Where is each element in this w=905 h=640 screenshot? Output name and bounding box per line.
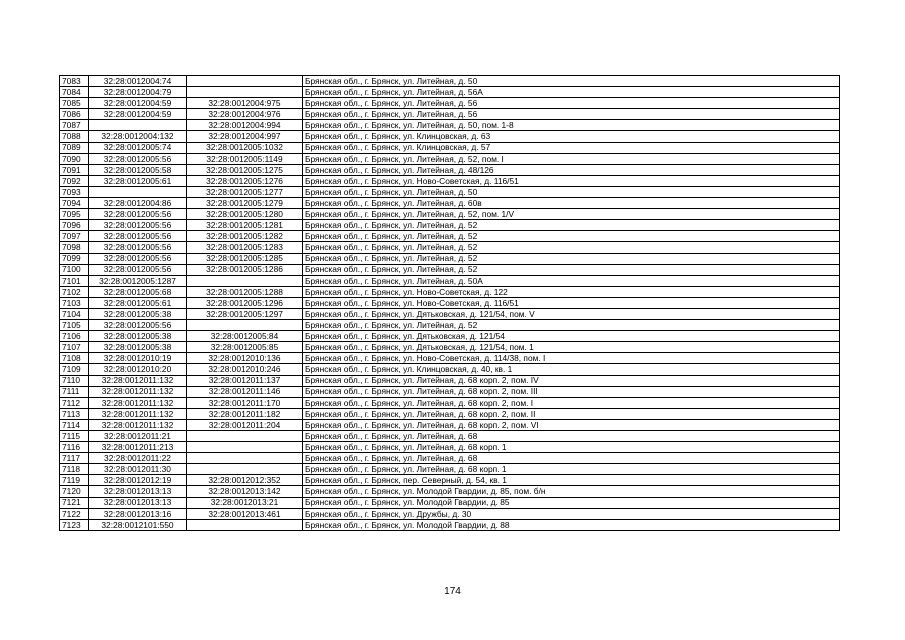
land-cadastral-number-cell: 32:28:0012004:59 xyxy=(89,98,187,109)
registry-table xyxy=(59,75,840,531)
object-cadastral-number-cell: 32:28:0012005:1286 xyxy=(187,264,303,275)
table-row xyxy=(60,87,840,98)
row-number-cell: 7107 xyxy=(60,342,89,353)
table-row xyxy=(60,419,840,430)
address-cell: Брянская обл., г. Брянск, ул. Литейная, д. 50 xyxy=(303,186,840,197)
row-number-cell: 7118 xyxy=(60,464,89,475)
address-cell: Брянская обл., г. Брянск, ул. Литейная, д. 52, пом. I xyxy=(303,153,840,164)
object-cadastral-number-cell: 32:28:0012005:1280 xyxy=(187,209,303,220)
land-cadastral-number-cell: 32:28:0012011:132 xyxy=(89,408,187,419)
object-cadastral-number-cell xyxy=(187,76,303,87)
address-cell: Брянская обл., г. Брянск, ул. Литейная, д. 50, пом. 1-8 xyxy=(303,120,840,131)
row-number-cell: 7105 xyxy=(60,320,89,331)
land-cadastral-number-cell: 32:28:0012010:19 xyxy=(89,353,187,364)
land-cadastral-number-cell: 32:28:0012011:30 xyxy=(89,464,187,475)
object-cadastral-number-cell: 32:28:0012011:204 xyxy=(187,419,303,430)
object-cadastral-number-cell: 32:28:0012005:1296 xyxy=(187,297,303,308)
object-cadastral-number-cell: 32:28:0012012:352 xyxy=(187,475,303,486)
address-cell: Брянская обл., г. Брянск, ул. Литейная, д. 68 корп. 2, пом. III xyxy=(303,386,840,397)
land-cadastral-number-cell: 32:28:0012005:58 xyxy=(89,164,187,175)
land-cadastral-number-cell: 32:28:0012005:61 xyxy=(89,175,187,186)
object-cadastral-number-cell: 32:28:0012005:84 xyxy=(187,331,303,342)
table-row xyxy=(60,209,840,220)
object-cadastral-number-cell: 32:28:0012005:1288 xyxy=(187,286,303,297)
address-cell: Брянская обл., г. Брянск, ул. Литейная, д. 68 корп. 1 xyxy=(303,442,840,453)
row-number-cell: 7113 xyxy=(60,408,89,419)
address-cell: Брянская обл., г. Брянск, ул. Литейная, д. 52 xyxy=(303,242,840,253)
object-cadastral-number-cell: 32:28:0012004:994 xyxy=(187,120,303,131)
object-cadastral-number-cell: 32:28:0012005:1149 xyxy=(187,153,303,164)
object-cadastral-number-cell: 32:28:0012005:1277 xyxy=(187,186,303,197)
table-row xyxy=(60,497,840,508)
land-cadastral-number-cell xyxy=(89,186,187,197)
table-row xyxy=(60,431,840,442)
table-row xyxy=(60,364,840,375)
table-row xyxy=(60,120,840,131)
address-cell: Брянская обл., г. Брянск, ул. Молодой Гвардии, д. 85, пом. б/н xyxy=(303,486,840,497)
address-cell: Брянская обл., г. Брянск, ул. Литейная, д. 68 xyxy=(303,431,840,442)
row-number-cell: 7121 xyxy=(60,497,89,508)
land-cadastral-number-cell: 32:28:0012011:132 xyxy=(89,397,187,408)
table-row xyxy=(60,297,840,308)
address-cell: Брянская обл., г. Брянск, ул. Литейная, д. 52 xyxy=(303,264,840,275)
table-row xyxy=(60,408,840,419)
land-cadastral-number-cell: 32:28:0012012:19 xyxy=(89,475,187,486)
row-number-cell: 7103 xyxy=(60,297,89,308)
land-cadastral-number-cell: 32:28:0012004:86 xyxy=(89,198,187,209)
address-cell: Брянская обл., г. Брянск, ул. Клинцовская, д. 57 xyxy=(303,142,840,153)
object-cadastral-number-cell: 32:28:0012005:1297 xyxy=(187,308,303,319)
table-row xyxy=(60,308,840,319)
object-cadastral-number-cell xyxy=(187,519,303,530)
land-cadastral-number-cell: 32:28:0012005:68 xyxy=(89,286,187,297)
row-number-cell: 7086 xyxy=(60,109,89,120)
land-cadastral-number-cell: 32:28:0012005:56 xyxy=(89,153,187,164)
address-cell: Брянская обл., г. Брянск, ул. Литейная, д. 52 xyxy=(303,231,840,242)
row-number-cell: 7111 xyxy=(60,386,89,397)
land-cadastral-number-cell: 32:28:0012005:56 xyxy=(89,209,187,220)
row-number-cell: 7117 xyxy=(60,453,89,464)
land-cadastral-number-cell: 32:28:0012004:79 xyxy=(89,87,187,98)
row-number-cell: 7112 xyxy=(60,397,89,408)
table-row xyxy=(60,331,840,342)
table-row xyxy=(60,142,840,153)
row-number-cell: 7089 xyxy=(60,142,89,153)
address-cell: Брянская обл., г. Брянск, ул. Литейная, д. 50А xyxy=(303,275,840,286)
land-cadastral-number-cell: 32:28:0012011:21 xyxy=(89,431,187,442)
address-cell: Брянская обл., г. Брянск, ул. Дятьковская, д. 121/54, пом. 1 xyxy=(303,342,840,353)
table-row xyxy=(60,397,840,408)
table-row xyxy=(60,186,840,197)
object-cadastral-number-cell: 32:28:0012005:1276 xyxy=(187,175,303,186)
object-cadastral-number-cell: 32:28:0012005:1279 xyxy=(187,198,303,209)
object-cadastral-number-cell: 32:28:0012013:21 xyxy=(187,497,303,508)
table-row xyxy=(60,220,840,231)
row-number-cell: 7096 xyxy=(60,220,89,231)
address-cell: Брянская обл., г. Брянск, ул. Литейная, д. 52 xyxy=(303,220,840,231)
table-row xyxy=(60,76,840,87)
object-cadastral-number-cell: 32:28:0012011:170 xyxy=(187,397,303,408)
address-cell: Брянская обл., г. Брянск, ул. Литейная, д. 68 корп. 1 xyxy=(303,464,840,475)
row-number-cell: 7084 xyxy=(60,87,89,98)
address-cell: Брянская обл., г. Брянск, ул. Ново-Советская, д. 116/51 xyxy=(303,297,840,308)
object-cadastral-number-cell xyxy=(187,442,303,453)
address-cell: Брянская обл., г. Брянск, ул. Дружбы, д. 30 xyxy=(303,508,840,519)
land-cadastral-number-cell: 32:28:0012013:13 xyxy=(89,497,187,508)
row-number-cell: 7091 xyxy=(60,164,89,175)
object-cadastral-number-cell: 32:28:0012004:976 xyxy=(187,109,303,120)
object-cadastral-number-cell: 32:28:0012010:246 xyxy=(187,364,303,375)
address-cell: Брянская обл., г. Брянск, ул. Литейная, д. 68 корп. 2, пом. II xyxy=(303,408,840,419)
address-cell: Брянская обл., г. Брянск, ул. Литейная, д. 68 xyxy=(303,453,840,464)
object-cadastral-number-cell: 32:28:0012013:142 xyxy=(187,486,303,497)
address-cell: Брянская обл., г. Брянск, ул. Литейная, д. 60в xyxy=(303,198,840,209)
land-cadastral-number-cell: 32:28:0012005:56 xyxy=(89,253,187,264)
row-number-cell: 7093 xyxy=(60,186,89,197)
object-cadastral-number-cell: 32:28:0012011:146 xyxy=(187,386,303,397)
row-number-cell: 7094 xyxy=(60,198,89,209)
table-row xyxy=(60,353,840,364)
land-cadastral-number-cell: 32:28:0012011:213 xyxy=(89,442,187,453)
row-number-cell: 7100 xyxy=(60,264,89,275)
object-cadastral-number-cell xyxy=(187,464,303,475)
page-number: 174 xyxy=(444,586,461,597)
row-number-cell: 7083 xyxy=(60,76,89,87)
address-cell: Брянская обл., г. Брянск, ул. Литейная, д. 68 корп. 2, пом. IV xyxy=(303,375,840,386)
object-cadastral-number-cell: 32:28:0012013:461 xyxy=(187,508,303,519)
row-number-cell: 7108 xyxy=(60,353,89,364)
land-cadastral-number-cell: 32:28:0012005:38 xyxy=(89,308,187,319)
land-cadastral-number-cell: 32:28:0012011:132 xyxy=(89,386,187,397)
object-cadastral-number-cell: 32:28:0012005:1275 xyxy=(187,164,303,175)
land-cadastral-number-cell: 32:28:0012013:16 xyxy=(89,508,187,519)
table-row xyxy=(60,475,840,486)
table-row xyxy=(60,486,840,497)
table-row xyxy=(60,453,840,464)
address-cell: Брянская обл., г. Брянск, ул. Литейная, д. 52, пом. 1/V xyxy=(303,209,840,220)
table-row xyxy=(60,342,840,353)
row-number-cell: 7123 xyxy=(60,519,89,530)
row-number-cell: 7098 xyxy=(60,242,89,253)
land-cadastral-number-cell: 32:28:0012011:132 xyxy=(89,375,187,386)
table-row xyxy=(60,275,840,286)
address-cell: Брянская обл., г. Брянск, пер. Северный, д. 54, кв. 1 xyxy=(303,475,840,486)
address-cell: Брянская обл., г. Брянск, ул. Литейная, д. 52 xyxy=(303,253,840,264)
row-number-cell: 7102 xyxy=(60,286,89,297)
row-number-cell: 7115 xyxy=(60,431,89,442)
address-cell: Брянская обл., г. Брянск, ул. Молодой Гвардии, д. 88 xyxy=(303,519,840,530)
land-cadastral-number-cell: 32:28:0012004:59 xyxy=(89,109,187,120)
table-row xyxy=(60,109,840,120)
table-row xyxy=(60,253,840,264)
row-number-cell: 7087 xyxy=(60,120,89,131)
row-number-cell: 7120 xyxy=(60,486,89,497)
row-number-cell: 7114 xyxy=(60,419,89,430)
object-cadastral-number-cell: 32:28:0012005:1283 xyxy=(187,242,303,253)
object-cadastral-number-cell xyxy=(187,87,303,98)
land-cadastral-number-cell: 32:28:0012005:38 xyxy=(89,331,187,342)
object-cadastral-number-cell: 32:28:0012004:997 xyxy=(187,131,303,142)
address-cell: Брянская обл., г. Брянск, ул. Литейная, д. 68 корп. 2, пом. I xyxy=(303,397,840,408)
table-row xyxy=(60,519,840,530)
table-row xyxy=(60,286,840,297)
table-row xyxy=(60,164,840,175)
registry-table-body xyxy=(60,76,840,531)
object-cadastral-number-cell: 32:28:0012011:137 xyxy=(187,375,303,386)
row-number-cell: 7104 xyxy=(60,308,89,319)
row-number-cell: 7095 xyxy=(60,209,89,220)
table-row xyxy=(60,242,840,253)
object-cadastral-number-cell xyxy=(187,431,303,442)
row-number-cell: 7090 xyxy=(60,153,89,164)
address-cell: Брянская обл., г. Брянск, ул. Клинцовская, д. 63 xyxy=(303,131,840,142)
address-cell: Брянская обл., г. Брянск, ул. Ново-Советская, д. 116/51 xyxy=(303,175,840,186)
table-row xyxy=(60,231,840,242)
object-cadastral-number-cell: 32:28:0012010:136 xyxy=(187,353,303,364)
address-cell: Брянская обл., г. Брянск, ул. Литейная, д. 52 xyxy=(303,320,840,331)
address-cell: Брянская обл., г. Брянск, ул. Клинцовская, д. 40, кв. 1 xyxy=(303,364,840,375)
land-cadastral-number-cell: 32:28:0012010:20 xyxy=(89,364,187,375)
address-cell: Брянская обл., г. Брянск, ул. Литейная, д. 68 корп. 2, пом. VI xyxy=(303,419,840,430)
object-cadastral-number-cell xyxy=(187,453,303,464)
table-row xyxy=(60,198,840,209)
object-cadastral-number-cell: 32:28:0012005:1281 xyxy=(187,220,303,231)
address-cell: Брянская обл., г. Брянск, ул. Дятьковская, д. 121/54 xyxy=(303,331,840,342)
address-cell: Брянская обл., г. Брянск, ул. Литейная, д. 56 xyxy=(303,98,840,109)
land-cadastral-number-cell: 32:28:0012005:61 xyxy=(89,297,187,308)
table-row xyxy=(60,175,840,186)
land-cadastral-number-cell: 32:28:0012004:132 xyxy=(89,131,187,142)
address-cell: Брянская обл., г. Брянск, ул. Литейная, д. 48/126 xyxy=(303,164,840,175)
row-number-cell: 7116 xyxy=(60,442,89,453)
object-cadastral-number-cell: 32:28:0012011:182 xyxy=(187,408,303,419)
address-cell: Брянская обл., г. Брянск, ул. Ново-Советская, д. 114/38, пом. I xyxy=(303,353,840,364)
row-number-cell: 7097 xyxy=(60,231,89,242)
table-row xyxy=(60,264,840,275)
object-cadastral-number-cell xyxy=(187,275,303,286)
table-row xyxy=(60,153,840,164)
land-cadastral-number-cell: 32:28:0012004:74 xyxy=(89,76,187,87)
land-cadastral-number-cell xyxy=(89,120,187,131)
object-cadastral-number-cell: 32:28:0012005:85 xyxy=(187,342,303,353)
row-number-cell: 7110 xyxy=(60,375,89,386)
row-number-cell: 7099 xyxy=(60,253,89,264)
land-cadastral-number-cell: 32:28:0012011:132 xyxy=(89,419,187,430)
row-number-cell: 7085 xyxy=(60,98,89,109)
address-cell: Брянская обл., г. Брянск, ул. Литейная, д. 56 xyxy=(303,109,840,120)
address-cell: Брянская обл., г. Брянск, ул. Литейная, д. 50 xyxy=(303,76,840,87)
land-cadastral-number-cell: 32:28:0012005:38 xyxy=(89,342,187,353)
land-cadastral-number-cell: 32:28:0012013:13 xyxy=(89,486,187,497)
object-cadastral-number-cell: 32:28:0012005:1282 xyxy=(187,231,303,242)
row-number-cell: 7088 xyxy=(60,131,89,142)
object-cadastral-number-cell: 32:28:0012005:1032 xyxy=(187,142,303,153)
land-cadastral-number-cell: 32:28:0012011:22 xyxy=(89,453,187,464)
row-number-cell: 7092 xyxy=(60,175,89,186)
row-number-cell: 7109 xyxy=(60,364,89,375)
object-cadastral-number-cell: 32:28:0012005:1285 xyxy=(187,253,303,264)
table-row xyxy=(60,508,840,519)
land-cadastral-number-cell: 32:28:0012005:56 xyxy=(89,231,187,242)
land-cadastral-number-cell: 32:28:0012005:56 xyxy=(89,242,187,253)
land-cadastral-number-cell: 32:28:0012005:56 xyxy=(89,264,187,275)
land-cadastral-number-cell: 32:28:0012005:56 xyxy=(89,220,187,231)
table-row xyxy=(60,442,840,453)
address-cell: Брянская обл., г. Брянск, ул. Молодой Гвардии, д. 85 xyxy=(303,497,840,508)
table-row xyxy=(60,131,840,142)
table-row xyxy=(60,320,840,331)
table-row xyxy=(60,386,840,397)
row-number-cell: 7122 xyxy=(60,508,89,519)
land-cadastral-number-cell: 32:28:0012005:56 xyxy=(89,320,187,331)
land-cadastral-number-cell: 32:28:0012005:74 xyxy=(89,142,187,153)
object-cadastral-number-cell xyxy=(187,320,303,331)
row-number-cell: 7119 xyxy=(60,475,89,486)
address-cell: Брянская обл., г. Брянск, ул. Литейная, д. 56А xyxy=(303,87,840,98)
land-cadastral-number-cell: 32:28:0012101:550 xyxy=(89,519,187,530)
object-cadastral-number-cell: 32:28:0012004:975 xyxy=(187,98,303,109)
table-row xyxy=(60,375,840,386)
row-number-cell: 7106 xyxy=(60,331,89,342)
address-cell: Брянская обл., г. Брянск, ул. Дятьковская, д. 121/54, пом. V xyxy=(303,308,840,319)
address-cell: Брянская обл., г. Брянск, ул. Ново-Советская, д. 122 xyxy=(303,286,840,297)
land-cadastral-number-cell: 32:28:0012005:1287 xyxy=(89,275,187,286)
table-row xyxy=(60,98,840,109)
row-number-cell: 7101 xyxy=(60,275,89,286)
table-row xyxy=(60,464,840,475)
